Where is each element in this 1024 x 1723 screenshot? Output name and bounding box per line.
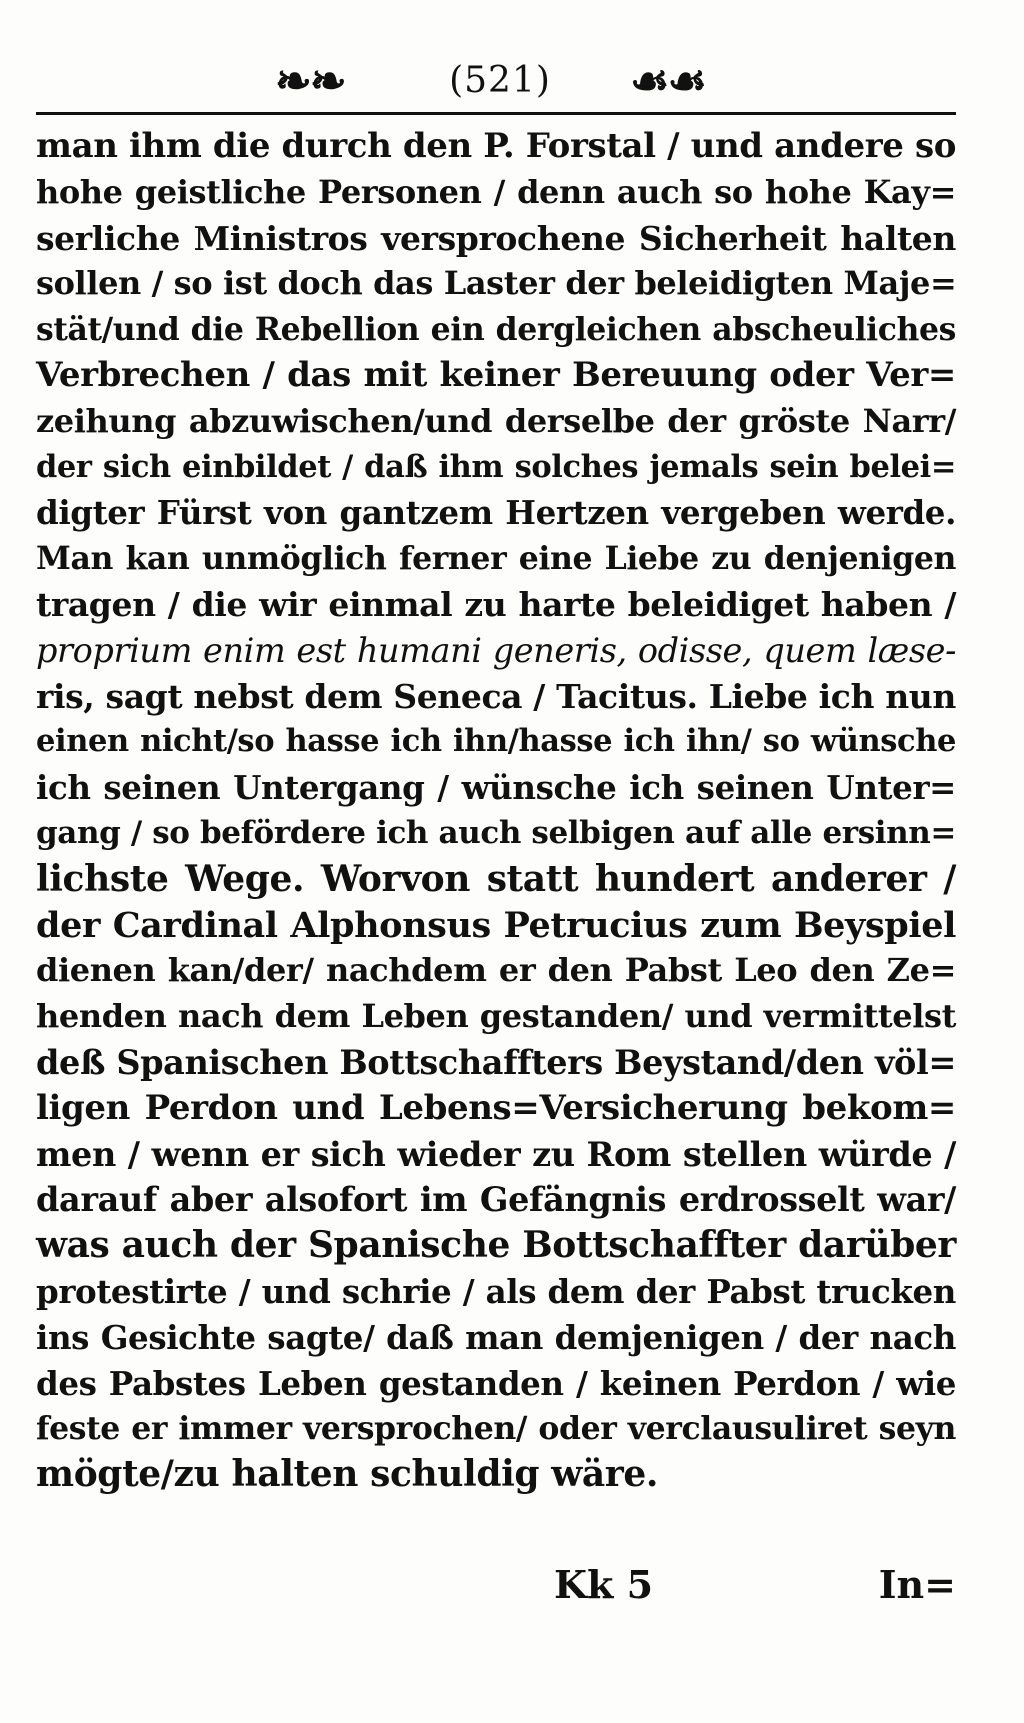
text-line: henden nach dem Leben gestanden/ und vermittelst xyxy=(36,997,956,1036)
text-line: was auch der Spanische Bottschaffter darüber xyxy=(36,1224,956,1267)
text-line: tragen / die wir einmal zu harte beleidiget haben / xyxy=(36,584,956,624)
text-line: der sich einbildet / daß ihm solches jemals sein belei= xyxy=(36,448,956,485)
text-line: stät/und die Rebellion ein dergleichen abscheuliches xyxy=(36,311,956,349)
text-line: ich seinen Untergang / wünsche ich seinen Unter= xyxy=(36,768,956,808)
page-header xyxy=(40,48,960,108)
page-number: (521) xyxy=(449,60,551,101)
text-line: ligen Perdon und Lebens=Versicherung bekom= xyxy=(36,1087,956,1128)
text-line: mögte/zu halten schuldig wäre. xyxy=(36,1453,659,1496)
text-line: hohe geistliche Personen / denn auch so hohe Kay= xyxy=(36,172,956,211)
text-line: gang / so befördere ich auch selbigen auf alle ersinn= xyxy=(36,814,956,851)
text-line: protestirte / und schrie / als dem der Pabst trucken xyxy=(36,1271,956,1311)
text-line: proprium enim est humani generis, odisse, quem læse- xyxy=(36,630,956,670)
text-line: Verbrechen / das mit keiner Bereuung oder Ver= xyxy=(36,354,956,395)
header-rule xyxy=(36,112,956,115)
page-footer xyxy=(36,1562,956,1622)
body-text xyxy=(36,124,956,1498)
text-line: men / wenn er sich wieder zu Rom stellen würde / xyxy=(36,1134,956,1174)
text-line: dienen kan/der/ nachdem er den Pabst Leo den Ze= xyxy=(36,951,956,990)
text-line: feste er immer versprochen/ oder verclausuliret seyn xyxy=(36,1410,956,1448)
text-line: serliche Ministros versprochene Sicherheit halten xyxy=(36,218,956,258)
text-line: lichste Wege. Worvon statt hundert anderer / xyxy=(36,857,956,900)
text-line: digter Fürst von gantzem Hertzen vergeben werde. xyxy=(36,493,956,533)
text-line: ins Gesichte sagte/ daß man demjenigen / der nach xyxy=(36,1317,956,1357)
text-line: deß Spanischen Bottschaffters Beystand/den völ= xyxy=(36,1042,956,1082)
text-line: zeihung abzuwischen/und derselbe der gröste Narr/ xyxy=(36,401,956,440)
signature-mark: Kk 5 xyxy=(554,1562,654,1607)
text-line: darauf aber alsofort im Gefängnis erdrosselt war/ xyxy=(36,1180,956,1220)
ornament-right-icon: ☙☙ xyxy=(630,56,705,107)
text-line: einen nicht/so hasse ich ihn/hasse ich ihn/ so wünsche xyxy=(36,723,956,760)
text-line: man ihm die durch den P. Forstal / und andere so xyxy=(36,126,956,166)
text-line: des Pabstes Leben gestanden / keinen Perdon / wie xyxy=(36,1363,956,1403)
text-line: Man kan unmöglich ferner eine Liebe zu denjenigen xyxy=(36,540,956,578)
catchword: In= xyxy=(878,1562,956,1607)
text-line: ris, sagt nebst dem Seneca / Tacitus. Liebe ich nun xyxy=(36,676,956,716)
text-line: sollen / so ist doch das Laster der beleidigten Maje= xyxy=(36,264,957,303)
ornament-left-icon: ❧❧ xyxy=(275,56,345,107)
text-line: der Cardinal Alphonsus Petrucius zum Beyspiel xyxy=(36,904,956,946)
